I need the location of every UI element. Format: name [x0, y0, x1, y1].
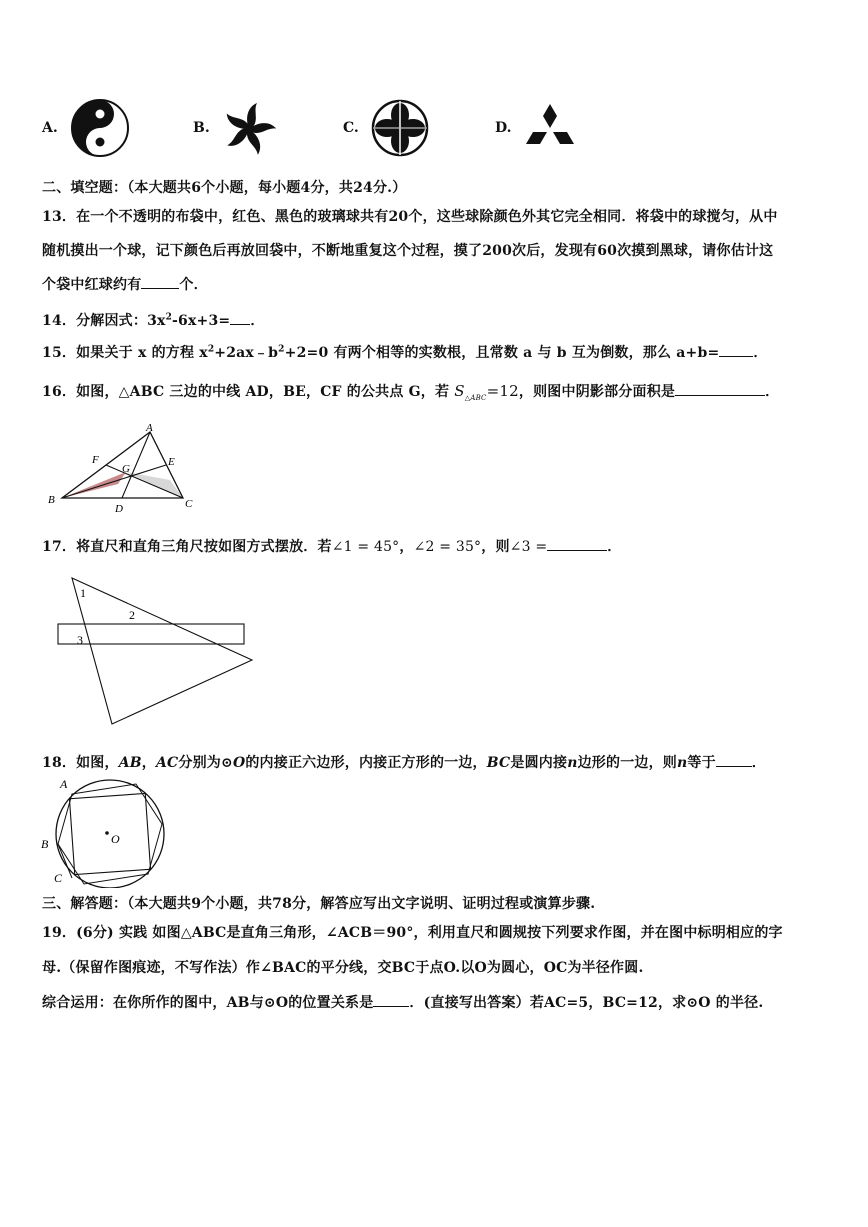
- q14-answer-blank[interactable]: [230, 311, 250, 325]
- q13-line3: [42, 274, 208, 294]
- q16-pre: 16．如图，△ABC 三边的中线 AD，BE，CF 的公共点 G，若: [42, 384, 450, 400]
- three-diamonds-icon: [522, 102, 578, 152]
- q16-label-c: C: [185, 498, 193, 510]
- q18-label-o: O: [111, 832, 120, 846]
- q15-sup1: 2: [207, 344, 215, 355]
- q13-line3-pre: 个袋中红球约有: [42, 277, 142, 293]
- q19-line3-pre: 综合运用：在你所作的图中，AB与⊙O的位置关系是: [42, 995, 374, 1011]
- q16-s-val: =12: [486, 382, 519, 400]
- q16-label-b: B: [48, 494, 55, 506]
- q18-pre: 18．如图，: [42, 755, 119, 771]
- q13-line3-post: 个．: [179, 277, 208, 293]
- q18-n: n: [567, 755, 578, 771]
- q18-answer-blank[interactable]: [716, 753, 752, 767]
- q16-shaded-red: [62, 472, 126, 498]
- q17-pre: 17．将直尺和直角三角尺按如图方式摆放．若: [42, 539, 332, 555]
- section3-header: 三、解答题：（本大题共9个小题，共78分，解答应写出文字说明、证明过程或演算步骤.: [42, 896, 596, 912]
- q16-s-sub: △ABC: [464, 393, 487, 402]
- q18-line: [42, 752, 766, 772]
- q18-comma: ，: [141, 755, 156, 771]
- q15-answer-blank[interactable]: [719, 343, 753, 357]
- q16-mid: ，则图中阴影部分面积是: [518, 384, 676, 400]
- q19-line3: [42, 992, 763, 1012]
- q14-mid: -6x+3=: [172, 313, 231, 329]
- q17-label-1: 1: [80, 586, 86, 600]
- q18-n2: n: [677, 755, 688, 771]
- q17-angle3: ∠3 =: [509, 539, 548, 555]
- q15-mid1: +2ax﹣b: [214, 345, 279, 361]
- q16-line: [42, 381, 779, 402]
- q16-s-symbol: S: [454, 382, 465, 400]
- q17-line: [42, 536, 622, 556]
- q15-pre: 15．如果关于 x 的方程 x: [42, 345, 208, 361]
- q17-set-square: [72, 578, 252, 724]
- option-d-label: D.: [495, 120, 512, 136]
- q14-line: [42, 310, 265, 330]
- q16-answer-blank[interactable]: [675, 382, 765, 396]
- q19-answer-blank[interactable]: [373, 993, 409, 1007]
- q15-post: ．: [753, 345, 768, 361]
- q18-mid2: 的内接正六边形，内接正方形的一边，: [245, 755, 487, 771]
- q17-answer-blank[interactable]: [547, 537, 607, 551]
- q17-angle2: ∠2 = 35°: [413, 539, 482, 555]
- q18-ac: AC: [156, 755, 179, 771]
- q18-mid5: 等于: [687, 755, 716, 771]
- q15-sup2: 2: [278, 344, 285, 355]
- q14-post: ．: [250, 313, 265, 329]
- q16-label-d: D: [115, 503, 123, 515]
- q16-label-a: A: [146, 422, 153, 434]
- q13-answer-blank[interactable]: [141, 275, 179, 289]
- q17-mid: ，则: [481, 539, 510, 555]
- q19-line3-post: ．(直接写出答案）若AC=5，BC=12，求⊙O 的半径.: [409, 995, 764, 1011]
- q16-label-g: G: [122, 463, 130, 475]
- q18-mid4: 边形的一边，则: [577, 755, 677, 771]
- q17-ruler-triangle-figure: [50, 572, 260, 732]
- q18-bc: BC: [486, 755, 511, 771]
- section2-header: 二、填空题：（本大题共6个小题，每小题4分，共24分.）: [42, 180, 407, 196]
- q18-mid3: 是圆内接: [510, 755, 568, 771]
- q17-label-3: 3: [77, 633, 83, 647]
- q18-label-c: C: [54, 871, 63, 885]
- q18-mid1: 分别为⊙: [178, 755, 233, 771]
- q14-pre: 14．分解因式：3x: [42, 313, 166, 329]
- q13-line1: 13．在一个不透明的布袋中，红色、黑色的玻璃球共有20个，这些球除颜色外其它完全相同．将袋中的球搅匀，从中: [42, 209, 778, 225]
- q17-label-2: 2: [129, 608, 135, 622]
- q16-label-f: F: [92, 454, 99, 466]
- circle-clover-icon: [370, 98, 430, 158]
- yin-yang-icon: [70, 98, 130, 158]
- option-b-label: B.: [193, 120, 210, 136]
- q18-square: [69, 793, 150, 874]
- q19-line1: 19．(6分) 实践 如图△ABC是直角三角形，∠ACB＝90°，利用直尺和圆规按下列要求作图，并在图中标明相应的字: [42, 925, 783, 941]
- q18-ab: AB: [118, 755, 142, 771]
- q19-line2: 母.（保留作图痕迹，不写作法）作∠BAC的平分线，交BC于点O.以O为圆心，OC为半径作圆.: [42, 960, 644, 976]
- q18-o: O: [232, 755, 246, 771]
- q16-triangle-figure: [40, 420, 200, 520]
- q17-sep: ，: [399, 539, 414, 555]
- q18-post: ．: [751, 755, 766, 771]
- option-a-label: A.: [42, 120, 58, 136]
- q14-sup: 2: [165, 312, 173, 323]
- q13-line2: 随机摸出一个球，记下颜色后再放回袋中，不断地重复这个过程，摸了200次后，发现有60次摸到黑球，请你估计这: [42, 243, 774, 259]
- q16-label-e: E: [168, 456, 175, 468]
- q16-post: ．: [765, 384, 780, 400]
- q18-label-b: B: [41, 837, 49, 851]
- q15-mid2: +2=0 有两个相等的实数根，且常数 a 与 b 互为倒数，那么 a+b=: [284, 345, 720, 361]
- q18-label-a: A: [60, 777, 68, 791]
- bauhinia-flower-icon: [220, 100, 278, 158]
- q17-angle1: ∠1 = 45°: [331, 539, 400, 555]
- option-c-label: C.: [343, 120, 359, 136]
- q17-post: ．: [607, 539, 622, 555]
- q18-circle-polygons-figure: [38, 776, 168, 888]
- q15-line: [42, 342, 768, 362]
